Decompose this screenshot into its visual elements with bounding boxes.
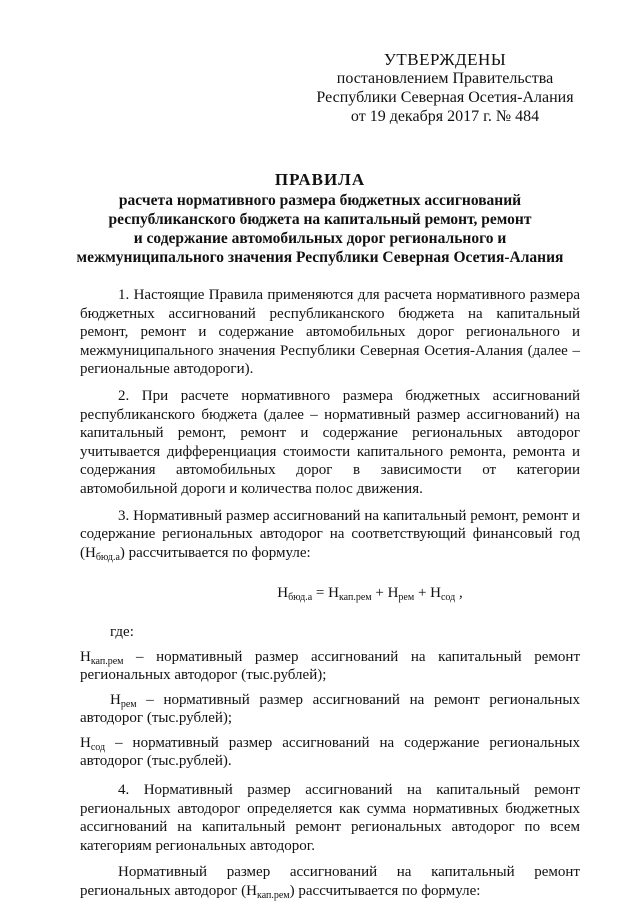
subscript: рем bbox=[398, 592, 415, 604]
formula-symbol: + Н bbox=[371, 585, 399, 602]
approval-title: УТВЕРЖДЕНЫ bbox=[383, 50, 507, 69]
formula-symbol: Н bbox=[110, 691, 121, 708]
definition-repair bbox=[80, 691, 580, 728]
formula-symbol: = Н bbox=[312, 585, 339, 602]
paragraph-3-text-end: ) рассчитывается по формуле: bbox=[119, 544, 311, 561]
subscript: кап.рем bbox=[90, 655, 124, 667]
formula-total bbox=[160, 584, 580, 603]
paragraph-3 bbox=[80, 507, 580, 563]
definition-text: – нормативный размер ассигнований на капитальный ремонт региональных автодорог (тыс.рублей); bbox=[80, 648, 580, 684]
definition-text: – нормативный размер ассигнований на содержание региональных автодорог (тыс.рублей). bbox=[80, 734, 580, 770]
paragraph-3-text: 3. Нормативный размер ассигнований на капитальный ремонт, ремонт и содержание региональных автодорог на соответствующий финансовый год (Н bbox=[80, 507, 580, 561]
formula-symbol: + Н bbox=[414, 585, 441, 602]
document-title: ПРАВИЛА bbox=[274, 170, 366, 189]
approval-decree: постановлением Правительства bbox=[336, 70, 554, 87]
subscript: бюд.а bbox=[95, 551, 120, 563]
formula-symbol: , bbox=[455, 585, 463, 602]
formula-symbol: Н bbox=[277, 585, 289, 602]
subscript: сод bbox=[440, 592, 456, 604]
paragraph-4: 4. Нормативный размер ассигнований на капитальный ремонт региональных автодорог определяется как сумма нормативных бюджетных ассигнований на капитальный ремонт региональных автодорог по всем категориям региональных автодорог. bbox=[80, 782, 580, 854]
subscript: рем bbox=[120, 698, 137, 710]
paragraph-5 bbox=[80, 863, 580, 900]
subscript: кап.рем bbox=[338, 592, 372, 604]
subtitle-line: межмуниципального значения Республики Северная Осетия-Алания bbox=[76, 249, 564, 266]
subscript: бюд.а bbox=[288, 592, 313, 604]
approval-date: от 19 декабря 2017 г. № 484 bbox=[350, 108, 540, 125]
definition-text: – нормативный размер ассигнований на ремонт региональных автодорог (тыс.рублей); bbox=[80, 691, 580, 727]
document-body bbox=[80, 286, 580, 909]
where-label: где: bbox=[110, 623, 134, 640]
paragraph-2: 2. При расчете нормативного размера бюджетных ассигнований республиканского бюджета (далее – нормативный размер ассигнований) на капитальный ремонт, ремонт и содержание региональных автодорог учитывается дифференциация стоимости капитального ремонта, ремонта и содержания автомобильных дорог в зависимости от категории автомобильной дороги и количества полос движения. bbox=[80, 387, 580, 497]
definition-maintenance bbox=[80, 734, 580, 771]
document-heading bbox=[60, 170, 580, 267]
formula-symbol: Н bbox=[80, 734, 91, 751]
subtitle-line: и содержание автомобильных дорог регионального и bbox=[133, 230, 507, 247]
paragraph-1: 1. Настоящие Правила применяются для расчета нормативного размера бюджетных ассигнований республиканского бюджета на капитальный ремонт, ремонт и содержание автомобильных дорог регионального и межмуниципального значения Республики Северная Осетия-Алания (далее – региональные автодороги). bbox=[80, 287, 580, 378]
approval-block bbox=[310, 50, 580, 126]
subtitle-line: республиканского бюджета на капитальный ремонт, ремонт bbox=[108, 211, 532, 228]
paragraph-5-text-end: ) рассчитывается по формуле: bbox=[289, 883, 481, 900]
subscript: кап.рем bbox=[257, 890, 290, 902]
subscript: сод bbox=[90, 741, 106, 753]
approval-issuer: Республики Северная Осетия-Алания bbox=[316, 89, 574, 106]
formula-symbol: Н bbox=[80, 648, 91, 665]
definition-cap-repair bbox=[80, 648, 580, 685]
subtitle-line: расчета нормативного размера бюджетных ассигнований bbox=[118, 192, 522, 209]
paragraph-5-text: Нормативный размер ассигнований на капитальный ремонт региональных автодорог (Н bbox=[80, 864, 580, 900]
